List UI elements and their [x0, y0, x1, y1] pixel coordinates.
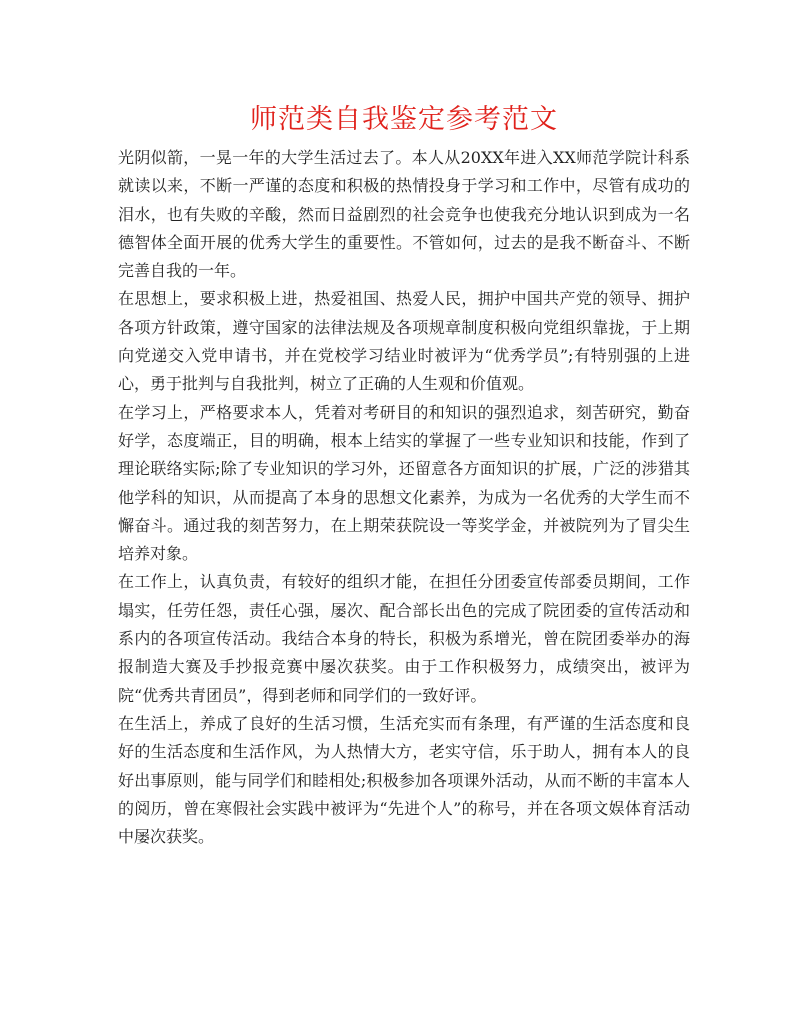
paragraph-life: 在生活上，养成了良好的生活习惯，生活充实而有条理，有严谨的生活态度和良好的生活态度和生活作风，为人热情大方，老实守信，乐于助人，拥有本人的良好出事原则，能与同学们和睦相处;积极参加各项课外活动，从而不断的丰富本人的阅历，曾在寒假社会实践中被评为“先进个人”的称号，并在各项文娱体育活动中屡次获奖。	[118, 713, 690, 847]
document-page	[118, 100, 690, 851]
paragraph-intro: 光阴似箭，一晃一年的大学生活过去了。本人从20XX年进入XX师范学院计科系就读以来，不断一严谨的态度和积极的热情投身于学习和工作中，尽管有成功的泪水，也有失败的辛酸，然而日益剧烈的社会竞争也使我充分地认识到成为一名德智体全面开展的优秀大学生的重要性。不管如何，过去的是我不断奋斗、不断完善自我的一年。	[118, 148, 690, 281]
document-title: 师范类自我鉴定参考范文	[250, 104, 558, 135]
paragraph-ideology: 在思想上，要求积极上进，热爱祖国、热爱人民，拥护中国共产党的领导、拥护各项方针政策，遵守国家的法律法规及各项规章制度积极向党组织靠拢，于上期向党递交入党申请书，并在党校学习结业时被评为“优秀学员”;有特别强的上进心，勇于批判与自我批判，树立了正确的人生观和价值观。	[118, 289, 690, 394]
paragraph-work: 在工作上，认真负责，有较好的组织才能，在担任分团委宣传部委员期间，工作塌实，任劳任怨，责任心强，屡次、配合部长出色的完成了院团委的宣传活动和系内的各项宣传活动。我结合本身的特长，积极为系增光，曾在院团委举办的海报制造大赛及手抄报竞赛中屡次获奖。由于工作积极努力，成绩突出，被评为院“优秀共青团员”，得到老师和同学们的一致好评。	[118, 572, 690, 705]
paragraph-study: 在学习上，严格要求本人，凭着对考研目的和知识的强烈追求，刻苦研究，勤奋好学，态度端正，目的明确，根本上结实的掌握了一些专业知识和技能，作到了理论联络实际;除了专业知识的学习外，还留意各方面知识的扩展，广泛的涉猎其他学科的知识，从而提高了本身的思想文化素养，为成为一名优秀的大学生而不懈奋斗。通过我的刻苦努力，在上期荣获院设一等奖学金，并被院列为了冒尖生培养对象。	[118, 402, 690, 564]
